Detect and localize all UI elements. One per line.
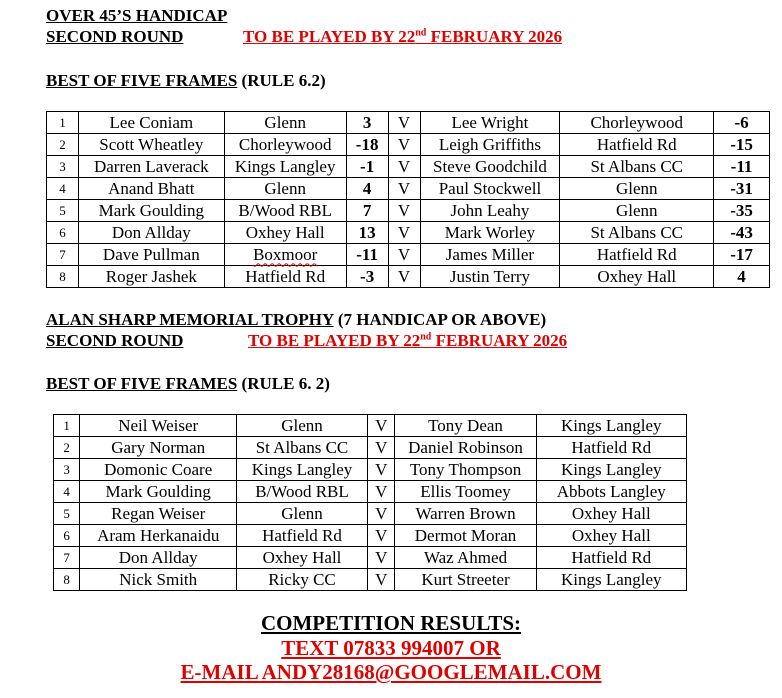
versus-label: V [367, 481, 395, 503]
player-home: Dave Pullman [78, 244, 224, 266]
deadline-text-end: FEBRUARY 2026 [426, 27, 563, 46]
club-home: B/Wood RBL [237, 481, 368, 503]
versus-label: V [388, 112, 420, 134]
club-away: Kings Langley [536, 459, 686, 481]
match-number: 4 [47, 178, 79, 200]
player-away: Ellis Toomey [395, 481, 536, 503]
player-away: Kurt Streeter [395, 569, 536, 591]
results-email-line [0, 660, 782, 685]
trophy-name: ALAN SHARP MEMORIAL TROPHY [46, 310, 334, 329]
versus-label: V [367, 503, 395, 525]
handicap-away: -15 [714, 134, 770, 156]
handicap-home: 3 [346, 112, 388, 134]
player-home: Regan Weiser [80, 503, 237, 525]
section2-deadline [248, 331, 567, 351]
results-email: E-MAIL ANDY28168@GOOGLEMAIL.COM [180, 660, 602, 684]
results-heading-text: COMPETITION RESULTS: [260, 611, 522, 635]
table-row [54, 569, 687, 591]
handicap-away: 4 [714, 266, 770, 288]
match-number: 1 [47, 112, 79, 134]
player-away: Lee Wright [420, 112, 560, 134]
results-heading [0, 611, 782, 636]
table-row [47, 156, 770, 178]
table-row [54, 525, 687, 547]
handicap-home: 7 [346, 200, 388, 222]
handicap-away: -11 [714, 156, 770, 178]
club-home: Boxmoor [224, 244, 346, 266]
handicap-home: -1 [346, 156, 388, 178]
match-number: 6 [54, 525, 80, 547]
player-away: Tony Thompson [395, 459, 536, 481]
match-number: 7 [54, 547, 80, 569]
club-away: Kings Langley [536, 569, 686, 591]
club-home: Glenn [224, 112, 346, 134]
versus-label: V [367, 569, 395, 591]
handicap-away: -17 [714, 244, 770, 266]
player-away: Steve Goodchild [420, 156, 560, 178]
section1-round: SECOND ROUND [46, 27, 184, 46]
club-away: Oxhey Hall [536, 525, 686, 547]
versus-label: V [367, 525, 395, 547]
handicap-home: -18 [346, 134, 388, 156]
alan-sharp-fixtures-table [53, 414, 687, 591]
table-row [54, 459, 687, 481]
results-text-line [0, 636, 782, 661]
player-away: Daniel Robinson [395, 437, 536, 459]
table-row [47, 222, 770, 244]
player-home: Don Allday [80, 547, 237, 569]
table-row [54, 481, 687, 503]
format-label: BEST OF FIVE FRAMES [46, 71, 238, 90]
trophy-condition: (7 HANDICAP OR ABOVE) [333, 310, 547, 329]
club-away: St Albans CC [560, 156, 714, 178]
table-row [47, 200, 770, 222]
table-row [54, 547, 687, 569]
table-row [54, 415, 687, 437]
format-rule: (RULE 6.2) [237, 71, 326, 90]
versus-label: V [367, 415, 395, 437]
club-away: Chorleywood [560, 112, 714, 134]
section2-round: SECOND ROUND [46, 331, 184, 350]
results-phone: TEXT 07833 994007 OR [281, 636, 501, 660]
match-number: 5 [47, 200, 79, 222]
player-home: Nick Smith [80, 569, 237, 591]
match-number: 3 [54, 459, 80, 481]
player-home: Mark Goulding [80, 481, 237, 503]
section2-format [46, 374, 330, 394]
club-home: Chorleywood [224, 134, 346, 156]
deadline-ordinal: nd [420, 331, 432, 343]
player-away: Dermot Moran [395, 525, 536, 547]
club-away: St Albans CC [560, 222, 714, 244]
club-home: Hatfield Rd [224, 266, 346, 288]
player-home: Don Allday [78, 222, 224, 244]
match-number: 3 [47, 156, 79, 178]
match-number: 8 [54, 569, 80, 591]
versus-label: V [388, 156, 420, 178]
player-home: Roger Jashek [78, 266, 224, 288]
handicap-away: -31 [714, 178, 770, 200]
versus-label: V [388, 200, 420, 222]
match-number: 5 [54, 503, 80, 525]
versus-label: V [367, 437, 395, 459]
player-home: Mark Goulding [78, 200, 224, 222]
handicap-away: -35 [714, 200, 770, 222]
player-home: Aram Herkanaidu [80, 525, 237, 547]
club-away: Glenn [560, 200, 714, 222]
club-home: Hatfield Rd [237, 525, 368, 547]
format-rule: (RULE 6. 2) [237, 374, 330, 393]
club-home: Kings Langley [237, 459, 368, 481]
player-home: Gary Norman [80, 437, 237, 459]
club-away: Kings Langley [536, 415, 686, 437]
handicap-home: -3 [346, 266, 388, 288]
deadline-text: TO BE PLAYED BY 22 [248, 331, 421, 350]
table-row [54, 503, 687, 525]
player-away: Paul Stockwell [420, 178, 560, 200]
section1-title: OVER 45’S HANDICAP [46, 6, 228, 25]
club-home: Oxhey Hall [237, 547, 368, 569]
club-home: St Albans CC [237, 437, 368, 459]
match-number: 4 [54, 481, 80, 503]
match-number: 8 [47, 266, 79, 288]
handicap-home: -11 [346, 244, 388, 266]
table-row [47, 178, 770, 200]
club-away: Oxhey Hall [560, 266, 714, 288]
club-away: Hatfield Rd [560, 134, 714, 156]
player-home: Anand Bhatt [78, 178, 224, 200]
deadline-text-end: FEBRUARY 2026 [431, 331, 568, 350]
table-row [47, 266, 770, 288]
player-away: Justin Terry [420, 266, 560, 288]
table-row [47, 112, 770, 134]
section1-format [46, 71, 326, 91]
club-home: Ricky CC [237, 569, 368, 591]
player-away: Leigh Griffiths [420, 134, 560, 156]
player-home: Darren Laverack [78, 156, 224, 178]
player-home: Neil Weiser [80, 415, 237, 437]
over45-fixtures-table [46, 111, 770, 288]
table-row [47, 244, 770, 266]
club-away: Hatfield Rd [560, 244, 714, 266]
club-home: Glenn [224, 178, 346, 200]
player-away: Mark Worley [420, 222, 560, 244]
club-away: Oxhey Hall [536, 503, 686, 525]
match-number: 7 [47, 244, 79, 266]
handicap-away: -6 [714, 112, 770, 134]
player-away: Warren Brown [395, 503, 536, 525]
versus-label: V [388, 266, 420, 288]
club-home: Oxhey Hall [224, 222, 346, 244]
format-label: BEST OF FIVE FRAMES [46, 374, 238, 393]
match-number: 1 [54, 415, 80, 437]
player-away: Waz Ahmed [395, 547, 536, 569]
club-home: Kings Langley [224, 156, 346, 178]
section1-deadline [243, 27, 562, 47]
player-home: Lee Coniam [78, 112, 224, 134]
club-home: Glenn [237, 415, 368, 437]
player-home: Scott Wheatley [78, 134, 224, 156]
club-away: Abbots Langley [536, 481, 686, 503]
club-home: Glenn [237, 503, 368, 525]
table-row [54, 437, 687, 459]
versus-label: V [367, 547, 395, 569]
match-number: 2 [47, 134, 79, 156]
handicap-away: -43 [714, 222, 770, 244]
club-away: Hatfield Rd [536, 547, 686, 569]
handicap-home: 4 [346, 178, 388, 200]
versus-label: V [388, 178, 420, 200]
club-home: B/Wood RBL [224, 200, 346, 222]
player-away: John Leahy [420, 200, 560, 222]
match-number: 2 [54, 437, 80, 459]
deadline-ordinal: nd [415, 27, 427, 39]
handicap-home: 13 [346, 222, 388, 244]
versus-label: V [388, 244, 420, 266]
deadline-text: TO BE PLAYED BY 22 [243, 27, 416, 46]
versus-label: V [388, 134, 420, 156]
versus-label: V [388, 222, 420, 244]
player-away: Tony Dean [395, 415, 536, 437]
player-home: Domonic Coare [80, 459, 237, 481]
section2-title [46, 310, 546, 330]
table-row [47, 134, 770, 156]
versus-label: V [367, 459, 395, 481]
club-away: Glenn [560, 178, 714, 200]
match-number: 6 [47, 222, 79, 244]
club-away: Hatfield Rd [536, 437, 686, 459]
player-away: James Miller [420, 244, 560, 266]
